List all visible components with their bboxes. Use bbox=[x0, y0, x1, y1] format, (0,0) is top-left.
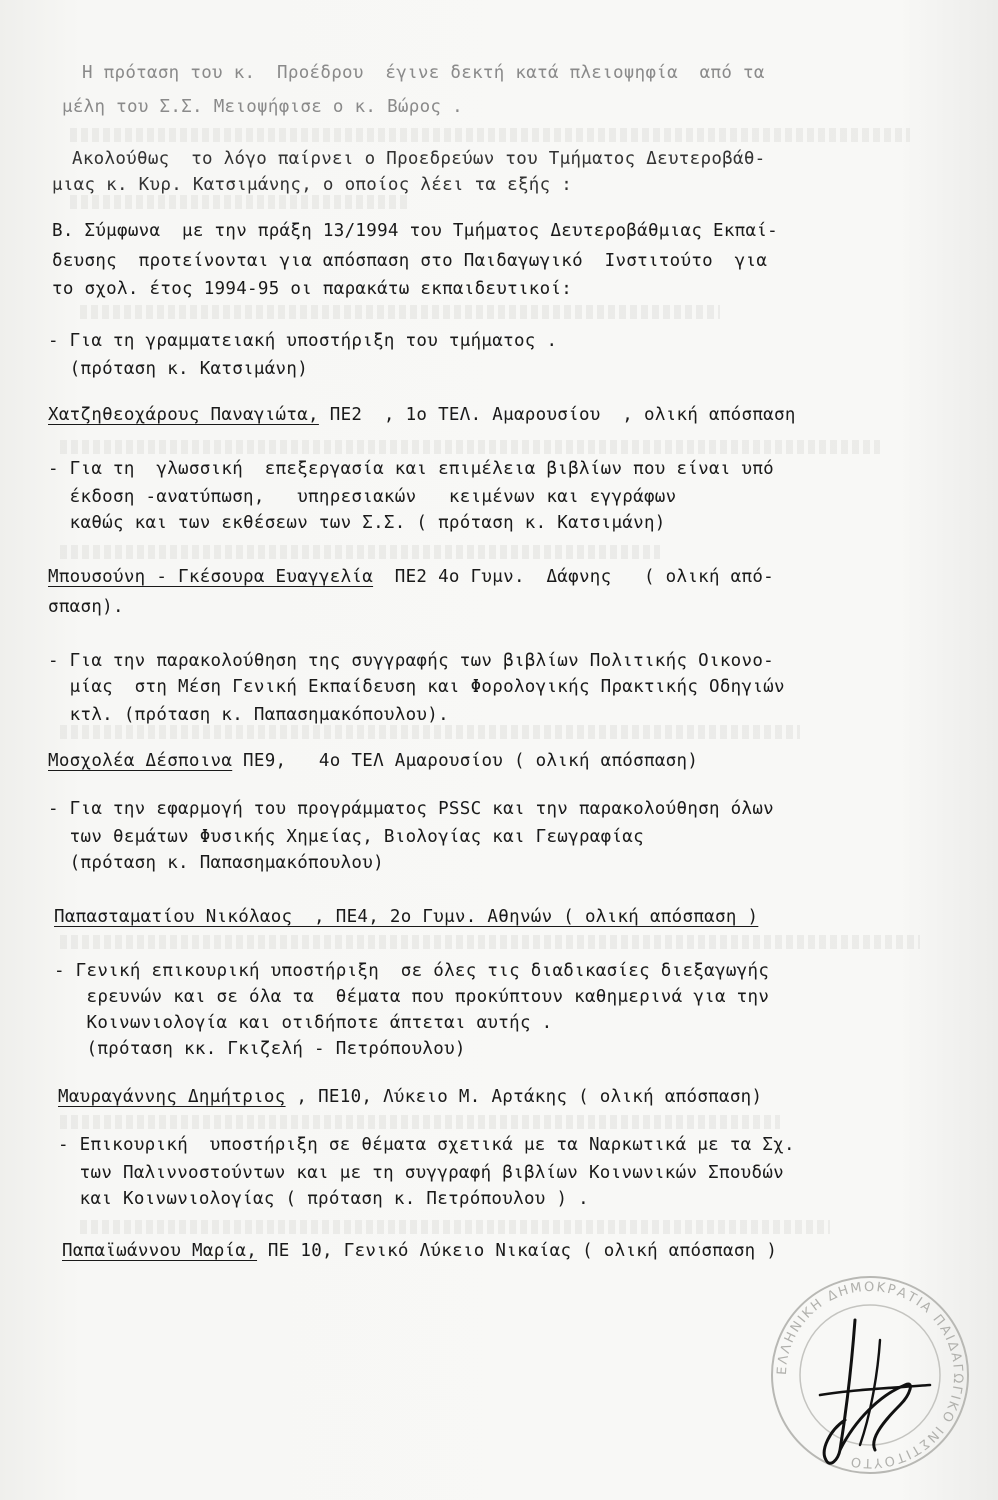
paragraph-line: μιας κ. Κυρ. Κατσιμάνης, ο οποίος λέει τα εξής : bbox=[52, 175, 573, 195]
entry-description: των θεμάτων Φυσικής Χημείας, Βιολογίας και Γεωγραφίας bbox=[48, 827, 644, 847]
teacher-name: Μοσχολέα Δέσποινα bbox=[48, 751, 233, 771]
teacher-name: Παπασταματίου Νικόλαος , ΠΕ4, 2ο Γυμν. Αθηνών ( ολική απόσπαση ) bbox=[54, 907, 759, 927]
bleed-through bbox=[80, 305, 720, 319]
entry-description: ερευνών και σε όλα τα θέματα που προκύπτουν καθημερινά για την bbox=[54, 987, 770, 1007]
entry-heading bbox=[54, 906, 758, 928]
entry-description: - Επικουρική υποστήριξη σε θέματα σχετικά με τα Ναρκωτικά με τα Σχ. bbox=[58, 1135, 795, 1155]
section-b-line: το σχολ. έτος 1994-95 οι παρακάτω εκπαιδευτικοί: bbox=[52, 279, 573, 299]
teacher-details: ΠΕ9, 4ο ΤΕΛ Αμαρουσίου ( ολική απόσπαση) bbox=[232, 751, 699, 771]
entry-description: (πρόταση κ. Παπασημακόπουλου) bbox=[48, 853, 384, 873]
section-b-line: δευσης προτείνονται για απόσπαση στο Παιδαγωγικό Ινστιτούτο για bbox=[52, 251, 768, 271]
entry-description: (πρόταση κκ. Γκιζελή - Πετρόπουλου) bbox=[54, 1039, 466, 1059]
entry-heading-cont: σπαση). bbox=[48, 597, 124, 617]
bleed-through bbox=[80, 1220, 830, 1234]
entry-heading bbox=[58, 1086, 762, 1108]
teacher-details: ΠΕ 10, Γενικό Λύκειο Νικαίας ( ολική απόσπαση ) bbox=[257, 1241, 778, 1261]
entry-description: μίας στη Μέση Γενική Εκπαίδευση και Φορολογικής Πρακτικής Οδηγιών bbox=[48, 677, 785, 697]
entry-heading bbox=[48, 404, 796, 426]
teacher-name: Μπουσούνη - Γκέσουρα Ευαγγελία bbox=[48, 567, 374, 587]
teacher-details: ΠΕ2 4ο Γυμν. Δάφνης ( ολική από- bbox=[373, 567, 775, 587]
teacher-name: Παπαϊωάννου Μαρία, bbox=[62, 1241, 258, 1261]
section-b-line: Β. Σύμφωνα με την πράξη 13/1994 του Τμήματος Δευτεροβάθμιας Εκπαί- bbox=[52, 221, 779, 241]
bleed-through bbox=[60, 935, 920, 949]
bleed-through bbox=[60, 440, 880, 454]
entry-description: Κοινωνιολογία και οτιδήποτε άπτεται αυτής . bbox=[54, 1013, 553, 1033]
entry-description: καθώς και των εκθέσεων των Σ.Σ. ( πρόταση κ. Κατσιμάνη) bbox=[48, 513, 666, 533]
entry-heading bbox=[48, 750, 698, 772]
teacher-name: Μαυραγάννης Δημήτριος bbox=[58, 1087, 286, 1107]
proposal-line: (πρόταση κ. Κατσιμάνη) bbox=[48, 359, 309, 379]
secretarial-support-line: - Για τη γραμματειακή υποστήριξη του τμήματος . bbox=[48, 331, 558, 351]
entry-description: - Για τη γλωσσική επεξεργασία και επιμέλεια βιβλίων που είναι υπό bbox=[48, 459, 775, 479]
entry-description: και Κοινωνιολογίας ( πρόταση κ. Πετρόπουλου ) . bbox=[58, 1189, 589, 1209]
bleed-through bbox=[70, 128, 910, 142]
entry-description: - Γενική επικουρική υποστήριξη σε όλες τις διαδικασίες διεξαγωγής bbox=[54, 961, 770, 981]
entry-description: των Παλιννοστούντων και με τη συγγραφή βιβλίων Κοινωνικών Σπουδών bbox=[58, 1163, 785, 1183]
bleed-through bbox=[60, 725, 800, 739]
stamp-text: ΕΛΛΗΝΙΚΗ ΔΗΜΟΚΡΑΤΙΑ ΠΑΙΔΑΓΩΓΙΚΟ ΙΝΣΤΙΤΟΥΤΟ bbox=[774, 1279, 966, 1471]
bleed-through bbox=[60, 1115, 780, 1129]
bleed-through bbox=[60, 545, 660, 559]
entry-heading bbox=[62, 1240, 777, 1262]
paragraph-line: Η πρόταση του κ. Προέδρου έγινε δεκτή κατά πλειοψηφία από τα bbox=[82, 63, 765, 83]
entry-description: έκδοση -ανατύπωση, υπηρεσιακών κειμένων και εγγράφων bbox=[48, 487, 677, 507]
entry-description: - Για την παρακολούθηση της συγγραφής των βιβλίων Πολιτικής Οικονο- bbox=[48, 651, 775, 671]
teacher-details: ΠΕ2 , 1ο ΤΕΛ. Αμαρουσίου , ολική απόσπαση bbox=[318, 405, 796, 425]
teacher-name: Χατζηθεοχάρους Παναγιώτα, bbox=[48, 405, 319, 425]
signature bbox=[760, 1300, 960, 1480]
bleed-through bbox=[70, 195, 410, 209]
entry-description: κτλ. (πρόταση κ. Παπασημακόπουλου). bbox=[48, 705, 449, 725]
teacher-details: , ΠΕ10, Λύκειο Μ. Αρτάκης ( ολική απόσπαση) bbox=[285, 1087, 763, 1107]
paragraph-line: μέλη του Σ.Σ. Μειοψήφισε ο κ. Βώρος . bbox=[62, 97, 463, 117]
paragraph-line: Ακολούθως το λόγο παίρνει ο Προεδρεύων του Τμήματος Δευτεροβάθ- bbox=[72, 149, 766, 169]
entry-heading bbox=[48, 566, 774, 588]
entry-description: - Για την εφαρμογή του προγράμματος PSSC και την παρακολούθηση όλων bbox=[48, 799, 775, 819]
